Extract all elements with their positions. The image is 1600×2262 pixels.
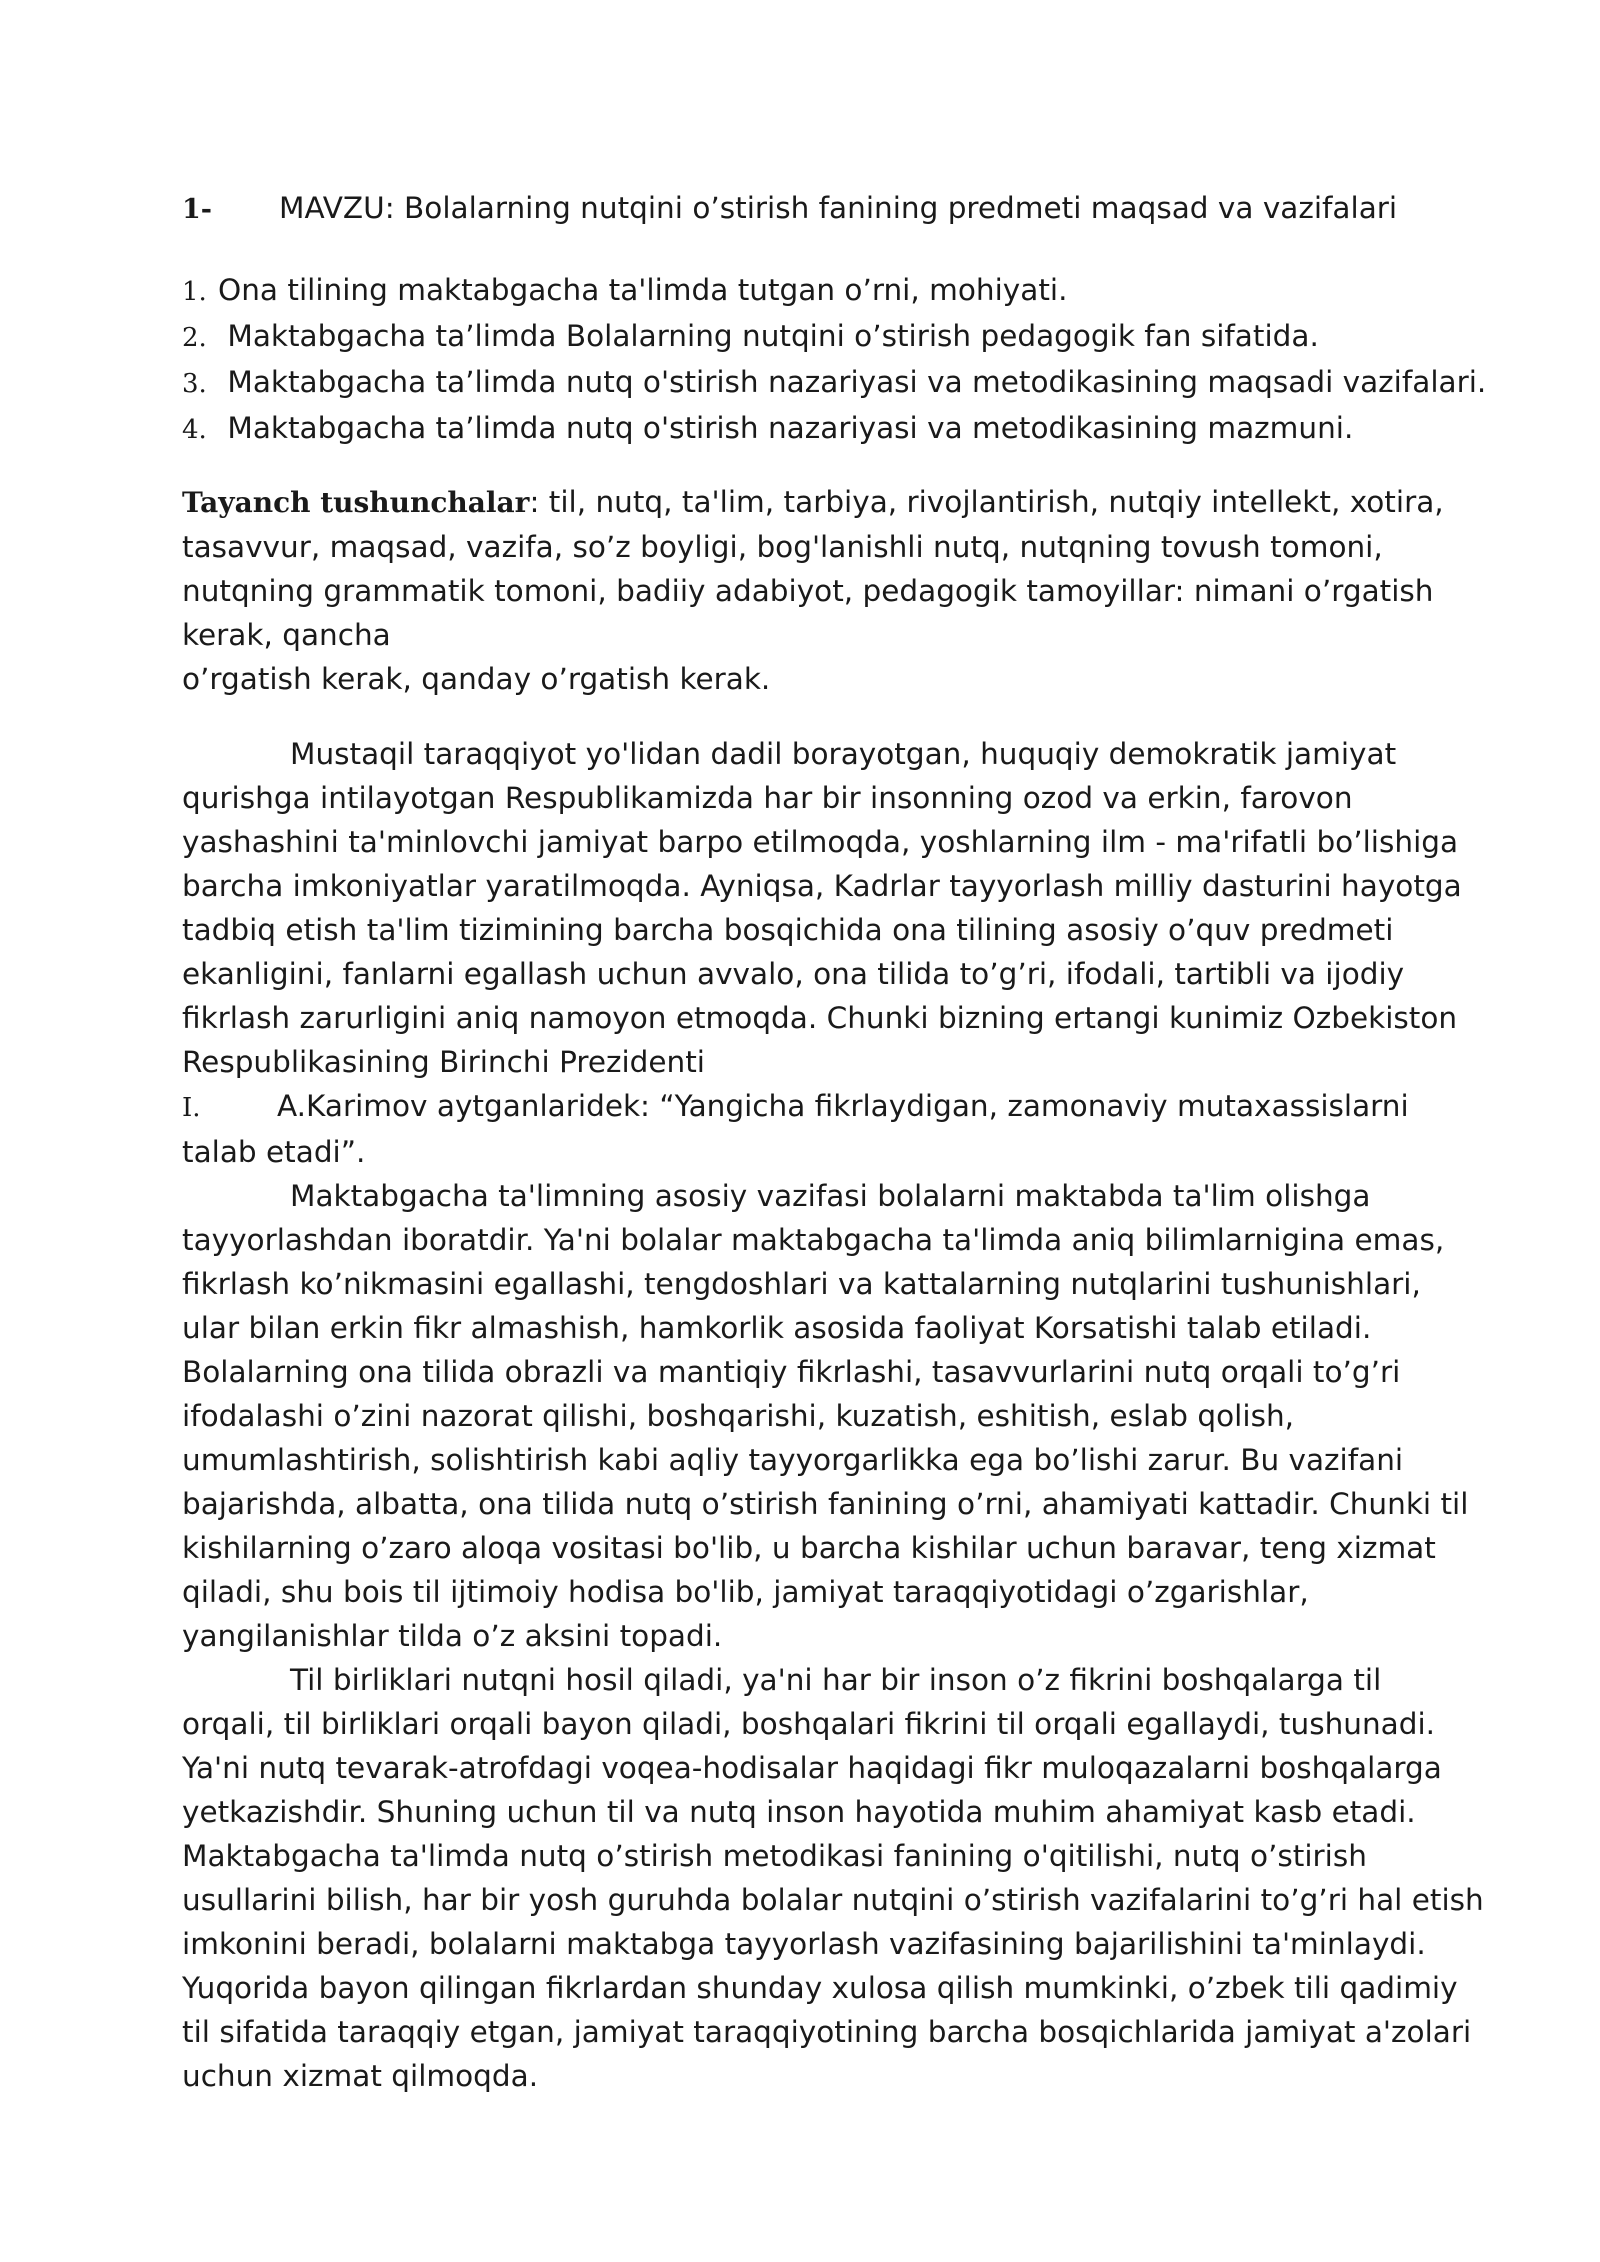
paragraph-line: uchun xizmat qilmoqda. <box>182 2059 539 2093</box>
key-concepts-line: o’rgatish kerak, qanday o’rgatish kerak. <box>182 662 771 696</box>
paragraph-line: tadbiq etish ta'lim tizimining barcha bosqichida ona tilining asosiy o’quv predmeti <box>182 913 1394 947</box>
paragraph-line: Mustaqil taraqqiyot yo'lidan dadil borayotgan, huquqiy demokratik jamiyat <box>290 737 1397 771</box>
paragraph-line: yangilanishlar tilda o’z aksini topadi. <box>182 1619 723 1653</box>
paragraph-line: kishilarning o’zaro aloqa vositasi bo'lib, u barcha kishilar uchun baravar, teng xizmat <box>182 1531 1436 1565</box>
paragraph-line: ekanligini, fanlarni egallash uchun avvalo, ona tilida to’g’ri, ifodali, tartibli va ijodiy <box>182 957 1405 991</box>
plan-item <box>182 406 1512 452</box>
key-concepts-line: tasavvur, maqsad, vazifa, so’z boyligi, bog'lanishli nutq, nutqning tovush tomoni, <box>182 530 1383 564</box>
paragraph-line: yashashini ta'minlovchi jamiyat barpo etilmoqda, yoshlarning ilm - ma'rifatli bo’lishiga <box>182 825 1459 859</box>
paragraph-line: fikrlash zarurligini aniq namoyon etmoqda. Chunki bizning ertangi kunimiz Ozbekiston <box>182 1001 1458 1035</box>
paragraph-line: bajarishda, albatta, ona tilida nutq o’stirish fanining o’rni, ahamiyati kattadir. Chunki til <box>182 1487 1469 1521</box>
topic-heading <box>182 186 1482 232</box>
topic-plan-list <box>182 268 1512 452</box>
topic-title: MAVZU: Bolalarning nutqini o’stirish fanining predmeti maqsad va vazifalari <box>279 191 1398 225</box>
paragraph-line: til sifatida taraqqiy etgan, jamiyat taraqqiyotining barcha bosqichlarida jamiyat a'zolari <box>182 2015 1472 2049</box>
key-concepts-line <box>182 480 1502 525</box>
quote-line: talab etadi”. <box>182 1135 366 1169</box>
key-concepts-label: Tayanch tushunchalar <box>182 486 530 519</box>
key-concepts-line: kerak, qancha <box>182 618 391 652</box>
paragraph-line: yetkazishdir. Shuning uchun til va nutq inson hayotida muhim ahamiyat kasb etadi. <box>182 1795 1416 1829</box>
paragraph-line: Yuqorida bayon qilingan fikrlardan shunday xulosa qilish mumkinki, o’zbek tili qadimiy <box>182 1971 1458 2005</box>
paragraph-line: orqali, til birliklari orqali bayon qiladi, boshqalari fikrini til orqali egallaydi, tushunadi. <box>182 1707 1436 1741</box>
key-concepts-text: : til, nutq, ta'lim, tarbiya, rivojlantirish, nutqiy intellekt, xotira, <box>529 485 1444 519</box>
plan-item-text: Maktabgacha ta’limda Bolalarning nutqini o’stirish pedagogik fan sifatida. <box>218 319 1319 353</box>
paragraph-line: Maktabgacha ta'limda nutq o’stirish metodikasi fanining o'qitilishi, nutq o’stirish <box>182 1839 1367 1873</box>
plan-item-number: 2. <box>182 323 207 353</box>
paragraph-line: Ya'ni nutq tevarak-atrofdagi voqea-hodisalar haqidagi fikr muloqazalarni boshqalarga <box>182 1751 1442 1785</box>
roman-numeral: I. <box>182 1093 201 1123</box>
plan-item-text: Maktabgacha ta’limda nutq o'stirish nazariyasi va metodikasining maqsadi vazifalari. <box>218 365 1487 399</box>
topic-number: 1- <box>182 194 212 225</box>
paragraph-line: Respublikasining Birinchi Prezidenti <box>182 1045 705 1079</box>
plan-item-number: 4. <box>182 415 207 445</box>
key-concepts <box>182 480 1502 701</box>
plan-item <box>182 314 1512 360</box>
plan-item-number: 1. <box>182 277 207 307</box>
paragraph-line: imkonini beradi, bolalarni maktabga tayyorlash vazifasining bajarilishini ta'minlaydi. <box>182 1927 1426 1961</box>
plan-item <box>182 360 1512 406</box>
quote-line <box>182 1084 1502 1130</box>
paragraph-line: barcha imkoniyatlar yaratilmoqda. Ayniqsa, Kadrlar tayyorlash milliy dasturini hayotga <box>182 869 1462 903</box>
paragraph-line: qurishga intilayotgan Respublikamizda har bir insonning ozod va erkin, farovon <box>182 781 1353 815</box>
paragraph-line: tayyorlashdan iboratdir. Ya'ni bolalar maktabgacha ta'limda aniq bilimlarnigina emas, <box>182 1223 1445 1257</box>
paragraph-line: ifodalashi o’zini nazorat qilishi, boshqarishi, kuzatish, eshitish, eslab qolish, <box>182 1399 1295 1433</box>
quote-text: A.Karimov aytganlaridek: “Yangicha fikrlaydigan, zamonaviy mutaxassislarni <box>277 1089 1409 1123</box>
plan-item-text: Maktabgacha ta’limda nutq o'stirish nazariyasi va metodikasining mazmuni. <box>218 411 1354 445</box>
plan-item-number: 3. <box>182 369 207 399</box>
key-concepts-line: nutqning grammatik tomoni, badiiy adabiyot, pedagogik tamoyillar: nimani o’rgatish <box>182 574 1434 608</box>
paragraph-line: umumlashtirish, solishtirish kabi aqliy tayyorgarlikka ega bo’lishi zarur. Bu vazifani <box>182 1443 1404 1477</box>
body-text <box>182 732 1502 2098</box>
paragraph-line: Maktabgacha ta'limning asosiy vazifasi bolalarni maktabda ta'lim olishga <box>290 1179 1371 1213</box>
plan-item <box>182 268 1512 314</box>
plan-item-text: Ona tilining maktabgacha ta'limda tutgan o’rni, mohiyati. <box>218 273 1068 307</box>
paragraph-line: usullarini bilish, har bir yosh guruhda bolalar nutqini o’stirish vazifalarini to’g’ri hal etish <box>182 1883 1484 1917</box>
paragraph-line: Til birliklari nutqni hosil qiladi, ya'ni har bir inson o’z fikrini boshqalarga til <box>290 1663 1382 1697</box>
paragraph-line: ular bilan erkin fikr almashish, hamkorlik asosida faoliyat Korsatishi talab etiladi. <box>182 1311 1372 1345</box>
paragraph-line: qiladi, shu bois til ijtimoiy hodisa bo'lib, jamiyat taraqqiyotidagi o’zgarishlar, <box>182 1575 1309 1609</box>
paragraph-line: fikrlash ko’nikmasini egallashi, tengdoshlari va kattalarning nutqlarini tushunishlari, <box>182 1267 1421 1301</box>
paragraph-line: Bolalarning ona tilida obrazli va mantiqiy fikrlashi, tasavvurlarini nutq orqali to’g’ri <box>182 1355 1401 1389</box>
